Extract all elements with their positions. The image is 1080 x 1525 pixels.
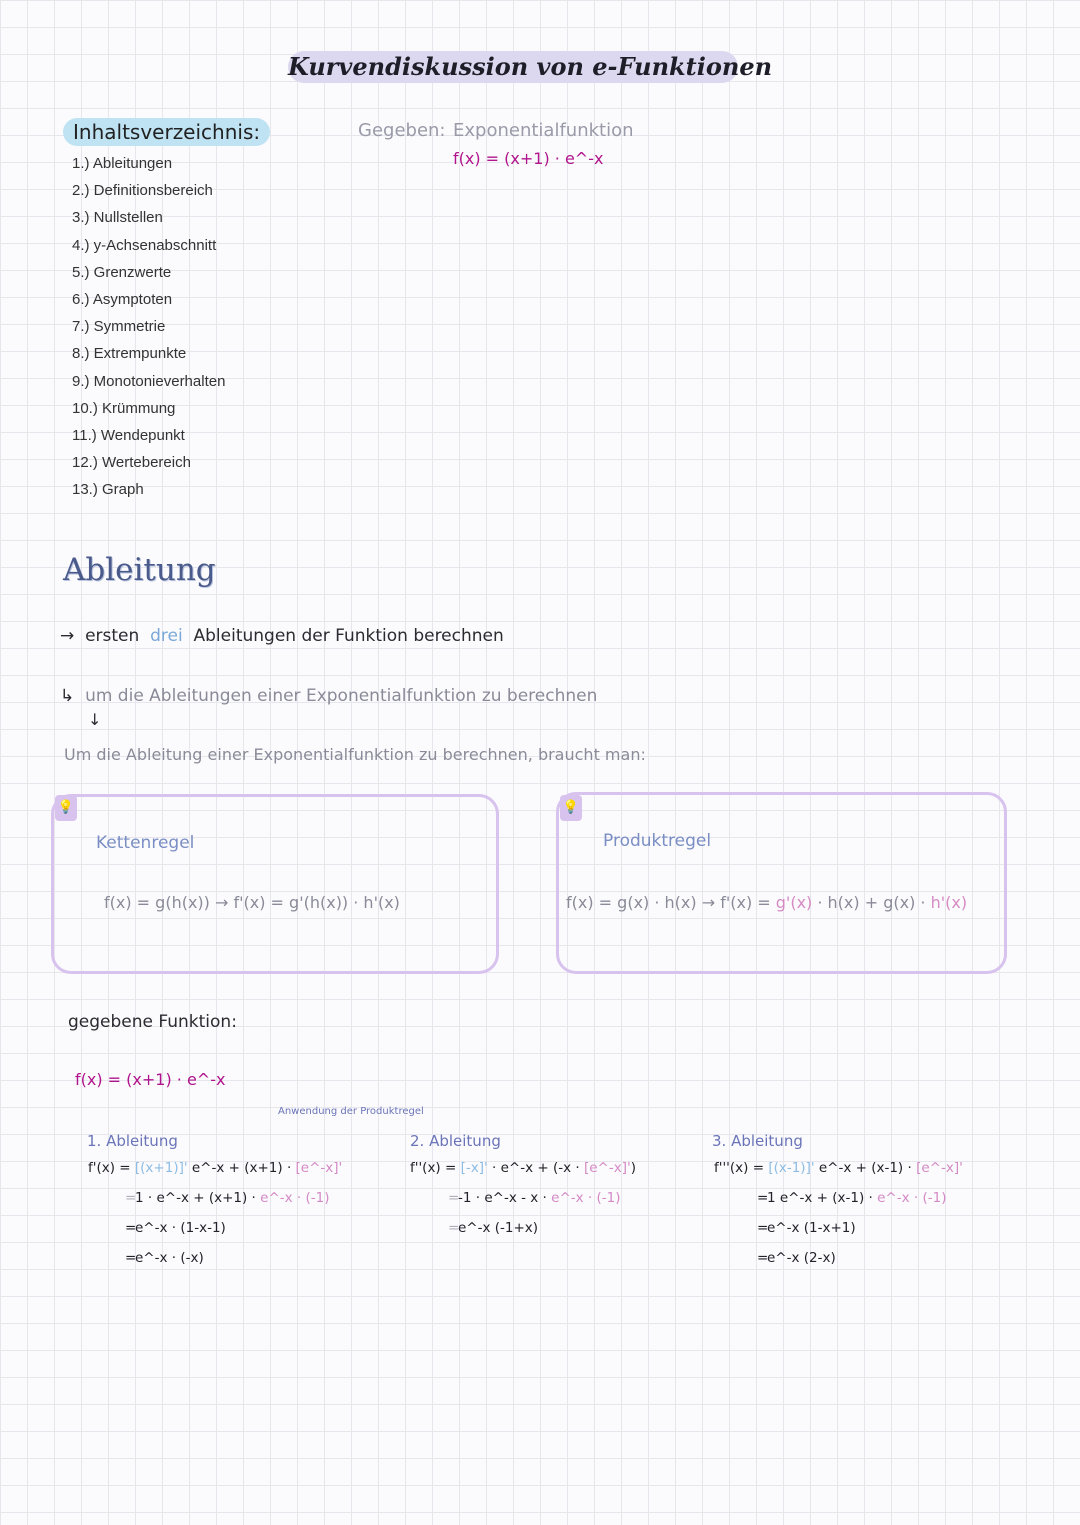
given-function-formula: f(x) = (x+1) · e^-x [75, 1070, 226, 1089]
page-title: Kurvendiskussion von e-Funktionen [288, 52, 773, 81]
chain-rule-formula: f(x) = g(h(x)) → f'(x) = g'(h(x)) · h'(x) [104, 893, 400, 912]
purpose-line [60, 686, 597, 706]
given-function: f(x) = (x+1) · e^-x [453, 149, 604, 168]
arrow-right-icon: → [60, 626, 86, 646]
third-derivative-title: 3. Ableitung [712, 1132, 803, 1150]
toc-item: 5.) Grenzwerte [72, 263, 172, 281]
given-function-label: gegebene Funktion: [68, 1012, 237, 1032]
second-derivative-title: 2. Ableitung [410, 1132, 501, 1150]
step-part: f'''(x) = [714, 1160, 769, 1176]
third-derivative-step [714, 1160, 963, 1176]
step-part: [(x+1)]' [134, 1160, 188, 1176]
toc-item: 11.) Wendepunkt [72, 426, 185, 444]
first-derivative-step: =e^-x · (-x) [125, 1250, 204, 1266]
chain-rule-name: Kettenregel [96, 833, 195, 853]
toc-list [72, 150, 225, 503]
arrow-down-icon: ↓ [88, 710, 102, 729]
step-part: ) [630, 1160, 636, 1176]
product-rule-annotation: Anwendung der Produktregel [278, 1106, 424, 1117]
intro-suffix: Ableitungen der Funktion berechnen [193, 626, 504, 646]
given-type: Exponentialfunktion [453, 120, 634, 141]
product-rule-name: Produktregel [603, 831, 712, 851]
given-label: Gegeben: [358, 120, 446, 141]
chain-rule-box [51, 794, 499, 974]
requirement-line: Um die Ableitung einer Exponentialfunktion zu berechnen, braucht man: [64, 745, 646, 764]
step-part: e^-x + (x-1) · [814, 1160, 917, 1176]
toc-item: 12.) Wertebereich [72, 454, 191, 472]
toc-item: 2.) Definitionsbereich [72, 182, 213, 200]
intro-highlight: drei [150, 626, 183, 646]
toc-heading: Inhaltsverzeichnis: [63, 118, 270, 146]
first-derivative-step: =1 · e^-x + (x+1) · e^-x · (-1) [125, 1190, 330, 1206]
product-formula-g1: g'(x) [775, 893, 813, 912]
product-formula-left: f(x) = g(x) · h(x) → f'(x) = [566, 893, 776, 912]
toc-item: 13.) Graph [72, 481, 144, 499]
product-rule-formula [566, 893, 967, 912]
product-rule-box [556, 792, 1007, 974]
step-part: e^-x · (-1) [260, 1190, 330, 1206]
step-part: · e^-x + (-x · [487, 1160, 584, 1176]
third-derivative-step: =e^-x (2-x) [757, 1250, 836, 1266]
step-part: e^-x (1-x+1) [767, 1220, 856, 1236]
first-derivative-step [88, 1160, 342, 1176]
step-part: [(x-1)]' [768, 1160, 815, 1176]
toc-item: 4.) y-Achsenabschnitt [72, 236, 217, 254]
product-formula-h1: h'(x) [930, 893, 968, 912]
intro-line [60, 626, 504, 646]
step-part: e^-x (-1+x) [458, 1220, 539, 1236]
toc-item: 8.) Extrempunkte [72, 345, 187, 363]
toc-item: 7.) Symmetrie [72, 318, 166, 336]
third-derivative-step: =e^-x (1-x+1) [757, 1220, 856, 1236]
step-part: e^-x · (-1) [551, 1190, 621, 1206]
step-part: f''(x) = [410, 1160, 461, 1176]
product-formula-mid: · h(x) + g(x) · [812, 893, 931, 912]
lightbulb-icon: 💡 [55, 795, 77, 821]
second-derivative-step: =e^-x (-1+x) [448, 1220, 539, 1236]
first-derivative-title: 1. Ableitung [87, 1132, 178, 1150]
step-part: 1 · e^-x + (x+1) · [135, 1190, 261, 1206]
section-heading: Ableitung [63, 552, 216, 588]
first-derivative-step: =e^-x · (1-x-1) [125, 1220, 226, 1236]
step-part: e^-x · (1-x-1) [135, 1220, 226, 1236]
step-part: [e^-x]' [583, 1160, 631, 1176]
purpose-text: um die Ableitungen einer Exponentialfunktion zu berechnen [85, 686, 598, 706]
toc-item: 3.) Nullstellen [72, 209, 163, 227]
step-part: [e^-x]' [295, 1160, 343, 1176]
step-part: 1 e^-x + (x-1) · [767, 1190, 878, 1206]
toc-item: 1.) Ableitungen [72, 155, 173, 172]
toc-item: 10.) Krümmung [72, 399, 176, 417]
step-part: [e^-x]' [916, 1160, 963, 1176]
lightbulb-icon: 💡 [560, 795, 582, 821]
step-part: e^-x (2-x) [767, 1250, 836, 1266]
intro-prefix: ersten [85, 626, 140, 646]
third-derivative-step: =1 e^-x + (x-1) · e^-x · (-1) [757, 1190, 947, 1206]
step-part: e^-x · (-1) [877, 1190, 947, 1206]
second-derivative-step [410, 1160, 636, 1176]
step-part: f'(x) = [88, 1160, 135, 1176]
toc-item: 9.) Monotonieverhalten [72, 372, 226, 390]
toc-item: 6.) Asymptoten [72, 290, 173, 308]
step-part: e^-x + (x+1) · [187, 1160, 296, 1176]
return-arrow-icon: ↳ [60, 686, 86, 706]
step-part: [-x]' [460, 1160, 488, 1176]
second-derivative-step: =-1 · e^-x - x · e^-x · (-1) [448, 1190, 621, 1206]
step-part: e^-x · (-x) [135, 1250, 204, 1266]
step-part: -1 · e^-x - x · [458, 1190, 552, 1206]
